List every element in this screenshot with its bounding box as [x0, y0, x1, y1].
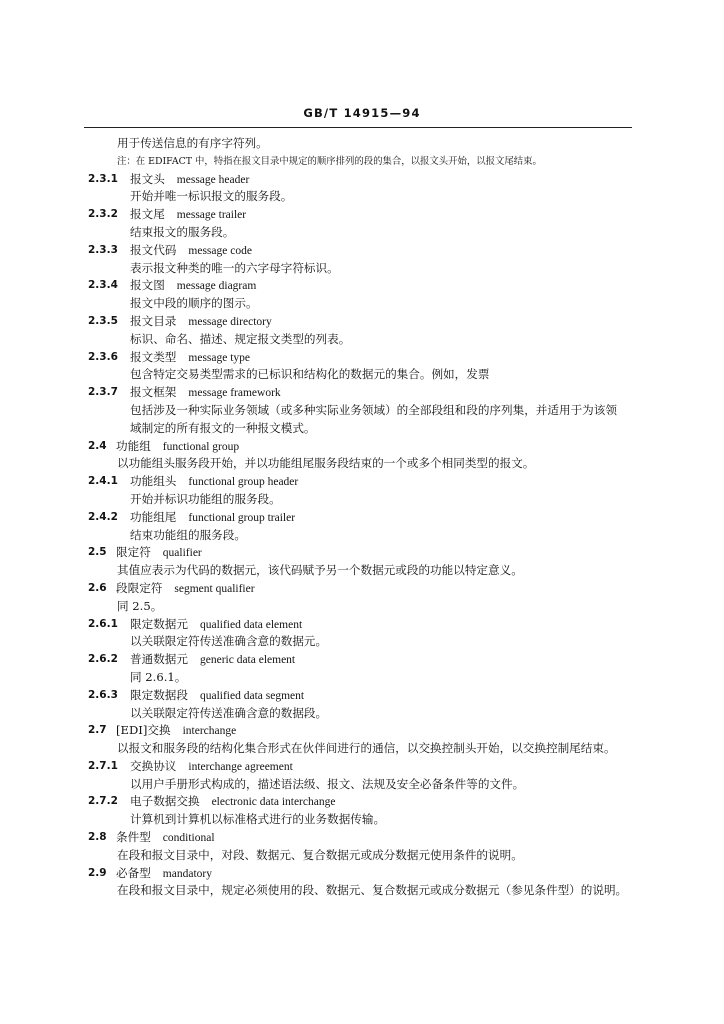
term-heading: [130, 473, 298, 492]
clause-number: 2.4.2: [88, 510, 118, 523]
definition-row: [0, 669, 724, 687]
term-row: [0, 349, 724, 367]
continuation-text: 用于传送信息的有序字符列。: [117, 136, 268, 150]
term-english: interchange agreement: [188, 760, 293, 773]
term-english: message diagram: [176, 280, 257, 293]
definition-row: [0, 331, 724, 349]
term-row: [0, 651, 724, 669]
definition-text: 以用户手册形式构成的，描述语法级、报文、法规及安全必备条件等的文件。: [130, 776, 525, 791]
term-english: interchange: [182, 725, 237, 738]
term-row: [0, 616, 724, 634]
term-heading: [130, 206, 246, 225]
term-heading: [116, 544, 202, 563]
definition-row: [0, 633, 724, 651]
term-heading: [116, 865, 212, 884]
term-chinese: 普通数据元: [130, 652, 188, 667]
term-row: [0, 865, 724, 883]
definition-text: 开始并标识功能组的服务段。: [130, 491, 281, 506]
term-chinese: 报文头: [130, 171, 165, 186]
definition-text: 包含特定交易类型需求的已标识和结构化的数据元的集合。例如，发票: [130, 367, 490, 382]
term-chinese: 限定数据元: [130, 616, 188, 631]
term-chinese: 段限定符: [116, 580, 163, 595]
definition-text: 表示报文种类的唯一的六字母字符标识。: [130, 260, 339, 275]
definition-text: 以关联限定符传送准确含意的数据元。: [130, 634, 328, 649]
term-english: mandatory: [162, 867, 212, 880]
term-chinese: 交换协议: [130, 758, 177, 773]
term-english: qualified data segment: [199, 689, 305, 702]
term-row: [0, 242, 724, 260]
clause-number: 2.7.2: [88, 795, 118, 808]
term-english: qualified data element: [199, 618, 303, 631]
term-english: functional group: [162, 440, 240, 453]
clause-number: 2.4.1: [88, 475, 118, 488]
clause-number: 2.3.4: [88, 279, 118, 292]
term-chinese: 功能组尾: [130, 509, 177, 524]
definition-row: [0, 527, 724, 545]
definition-text: 同 2.5。: [117, 598, 163, 613]
clause-number: 2.6.2: [88, 653, 118, 666]
clause-number: 2.3.7: [88, 386, 118, 399]
term-heading: [130, 242, 252, 261]
definition-text: 结束报文的服务段。: [130, 224, 235, 239]
definition-row: [0, 295, 724, 313]
term-english: message type: [188, 351, 251, 364]
term-chinese: 报文目录: [130, 313, 177, 328]
definition-row: [0, 776, 724, 794]
term-heading: [130, 793, 335, 812]
term-heading: [116, 829, 215, 848]
clause-number: 2.3.5: [88, 314, 118, 327]
definition-row: [0, 224, 724, 242]
definition-row: [0, 811, 724, 829]
note-text: 注：在 EDIFACT 中，特指在报文目录中规定的顺序排列的段的集合，以报文头开始，以报文尾结束。: [117, 155, 542, 167]
term-row: [0, 580, 724, 598]
term-row: [0, 544, 724, 562]
definition-text: 开始并唯一标识报文的服务段。: [130, 189, 293, 204]
term-chinese: 报文框架: [130, 385, 177, 400]
term-english: message framework: [188, 387, 281, 400]
term-row: [0, 793, 724, 811]
definition-row: [0, 455, 724, 473]
term-english: qualifier: [162, 547, 202, 560]
term-row: [0, 687, 724, 705]
term-heading: [116, 722, 236, 741]
header-rule: [84, 127, 632, 128]
definition-text: 域制定的所有报文的一种报文模式。: [130, 420, 316, 435]
definition-row: [0, 847, 724, 865]
clause-number: 2.3.2: [88, 208, 118, 221]
term-english: conditional: [162, 832, 215, 845]
term-chinese: 条件型: [116, 830, 151, 845]
term-english: functional group trailer: [188, 511, 296, 524]
clause-number: 2.3.6: [88, 350, 118, 363]
term-row: [0, 206, 724, 224]
definition-row: [0, 491, 724, 509]
term-chinese: 报文尾: [130, 207, 165, 222]
term-chinese: 报文图: [130, 278, 165, 293]
clause-number: 2.3.3: [88, 243, 118, 256]
term-chinese: 功能组: [116, 438, 151, 453]
term-row: [0, 722, 724, 740]
term-heading: [130, 349, 250, 368]
definition-row: [0, 420, 724, 438]
definition-text: 以报文和服务段的结构化集合形式在伙伴间进行的通信，以交换控制头开始，以交换控制尾结束。: [117, 741, 616, 756]
definition-row: [0, 562, 724, 580]
term-row: [0, 313, 724, 331]
term-english: message directory: [188, 315, 272, 328]
term-heading: [130, 277, 256, 296]
definition-text: 以关联限定符传送准确含意的数据段。: [130, 705, 328, 720]
term-chinese: 功能组头: [130, 474, 177, 489]
definition-row: [0, 366, 724, 384]
term-english: message trailer: [176, 209, 247, 222]
term-chinese: 电子数据交换: [130, 794, 200, 809]
term-row: [0, 171, 724, 189]
term-chinese: 报文类型: [130, 349, 177, 364]
document-body: [0, 135, 724, 900]
term-row: [0, 509, 724, 527]
term-row: [0, 829, 724, 847]
clause-number: 2.6: [88, 581, 107, 594]
clause-number: 2.6.1: [88, 617, 118, 630]
term-heading: [130, 171, 249, 190]
term-heading: [130, 616, 302, 635]
definition-row: [0, 705, 724, 723]
term-chinese: 必备型: [116, 865, 151, 880]
term-row: [0, 473, 724, 491]
definition-text: 在段和报文目录中，对段、数据元、复合数据元或成分数据元使用条件的说明。: [117, 847, 523, 862]
term-heading: [130, 758, 293, 777]
clause-number: 2.5: [88, 546, 107, 559]
term-english: message header: [176, 173, 250, 186]
term-english: functional group header: [188, 476, 299, 489]
definition-row: [0, 260, 724, 278]
standard-code-header: GB/T 14915—94: [303, 106, 421, 120]
definition-row: [0, 740, 724, 758]
term-english: segment qualifier: [174, 582, 255, 595]
term-row: [0, 438, 724, 456]
definition-text: 其值应表示为代码的数据元，该代码赋予另一个数据元或段的功能以特定意义。: [117, 563, 523, 578]
term-chinese: 报文代码: [130, 242, 177, 257]
definition-row: [0, 135, 724, 153]
definition-text: 标识、命名、描述、规定报文类型的列表。: [130, 331, 351, 346]
note-row: [0, 153, 724, 171]
term-chinese: 限定符: [116, 545, 151, 560]
clause-number: 2.7: [88, 724, 107, 737]
definition-text: 计算机到计算机以标准格式进行的业务数据传输。: [130, 812, 386, 827]
definition-row: [0, 598, 724, 616]
definition-row: [0, 882, 724, 900]
term-heading: [130, 651, 295, 670]
clause-number: 2.8: [88, 831, 107, 844]
term-heading: [116, 580, 255, 599]
term-english: generic data element: [199, 654, 296, 667]
definition-text: 包括涉及一种实际业务领域（或多种实际业务领域）的全部段组和段的序列集，并适用于为该领: [130, 402, 617, 417]
definition-text: 结束功能组的服务段。: [130, 527, 246, 542]
clause-number: 2.6.3: [88, 688, 118, 701]
definition-text: 同 2.6.1。: [130, 669, 187, 684]
definition-row: [0, 402, 724, 420]
term-english: message code: [188, 244, 252, 257]
term-chinese: [EDI]交换: [116, 723, 171, 738]
definition-row: [0, 188, 724, 206]
clause-number: 2.4: [88, 439, 107, 452]
term-heading: [130, 687, 304, 706]
definition-text: 在段和报文目录中，规定必须使用的段、数据元、复合数据元或成分数据元（参见条件型）的说明。: [117, 883, 628, 898]
term-row: [0, 384, 724, 402]
clause-number: 2.7.1: [88, 759, 118, 772]
term-chinese: 限定数据段: [130, 687, 188, 702]
term-row: [0, 758, 724, 776]
term-english: electronic data interchange: [211, 796, 336, 809]
term-heading: [116, 438, 239, 457]
clause-number: 2.9: [88, 866, 107, 879]
clause-number: 2.3.1: [88, 172, 118, 185]
definition-text: 报文中段的顺序的图示。: [130, 296, 258, 311]
term-heading: [130, 313, 272, 332]
term-row: [0, 277, 724, 295]
definition-text: 以功能组头服务段开始，并以功能组尾服务段结束的一个或多个相同类型的报文。: [117, 456, 535, 471]
term-heading: [130, 384, 281, 403]
term-heading: [130, 509, 295, 528]
